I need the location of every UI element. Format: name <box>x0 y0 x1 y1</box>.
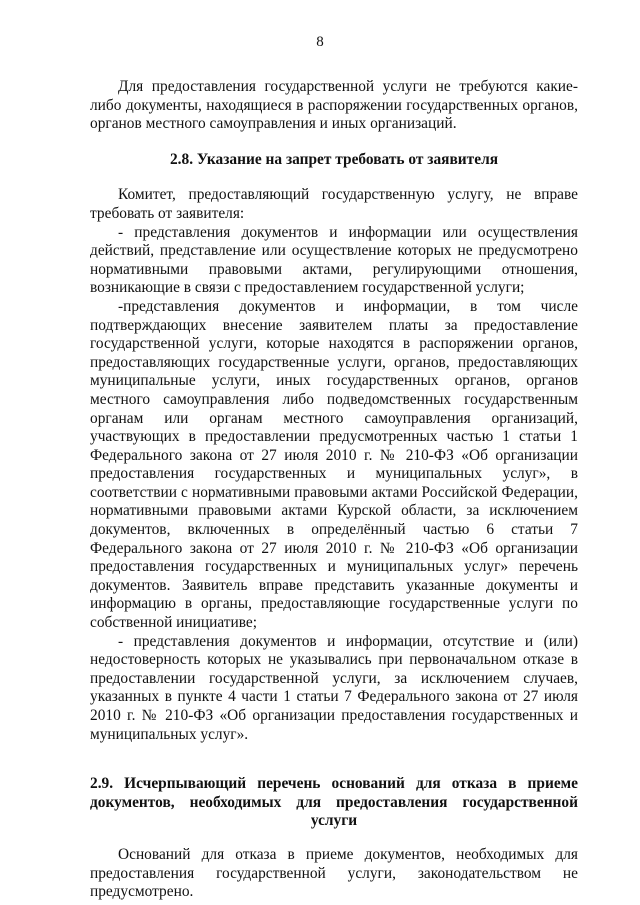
section-2-9-heading: 2.9. Исчерпывающий перечень оснований для отказа в приеме документов, необходимых для предоставления государственной услуги <box>90 775 578 830</box>
section-2-8-item-1: - представления документов и информации или осуществления действий, представление или осуществление которых не предусмотрено нормативными правовыми актами, регулирующими отношения, возникающие в связи с предоставлением государственной услуги; <box>90 223 578 297</box>
paragraph-intro: Для предоставления государственной услуги не требуются какие-либо документы, находящиеся в распоряжении государственных органов, органов местного самоуправления и иных организаций. <box>90 78 578 133</box>
section-2-8-item-3: - представления документов и информации, отсутствие и (или) недостоверность которых не указывались при первоначальном отказе в предоставлении государственной услуги, за исключением случаев, указанных в пункте 4 части 1 статьи 7 Федерального закона от 27 июля 2010 г. № 210-ФЗ «Об организации предоставления государственных и муниципальных услуг». <box>90 632 578 743</box>
section-2-9-body: Оснований для отказа в приеме документов, необходимых для предоставления государственной услуги, законодательством не предусмотрено. <box>90 845 578 901</box>
section-2-8-heading: 2.8. Указание на запрет требовать от заявителя <box>169 150 499 168</box>
document-body <box>90 78 578 902</box>
page-number: 8 <box>316 34 324 50</box>
section-2-8-item-2: -представления документов и информации, в том числе подтверждающих внесение заявителем платы за предоставление государственной услуги, которые находятся в распоряжении органов, предоставляющих государственные услуги, органов, предоставляющих муниципальные услуги, иных государственных органов, органов местного самоуправления либо подведомственных государственным органам или органам местного самоуправления организаций, участвующих в предоставлении предусмотренных частью 1 статьи 1 Федерального закона от 27 июля 2010 г. № 210-ФЗ «Об организации предоставления государственных и муниципальных услуг», в соответствии с нормативными правовыми актами Российской Федерации, нормативными правовыми актами Курской области, за исключением документов, включенных в определённый частью 6 статьи 7 Федерального закона от 27 июля 2010 г. № 210-ФЗ «Об организации предоставления государственных и муниципальных услуг» перечень документов. Заявитель вправе представить указанные документы и информацию в органы, предоставляющие государственные услуги по собственной инициативе; <box>90 297 578 632</box>
section-2-8-lead: Комитет, предоставляющий государственную услугу, не вправе требовать от заявителя: <box>90 186 578 222</box>
